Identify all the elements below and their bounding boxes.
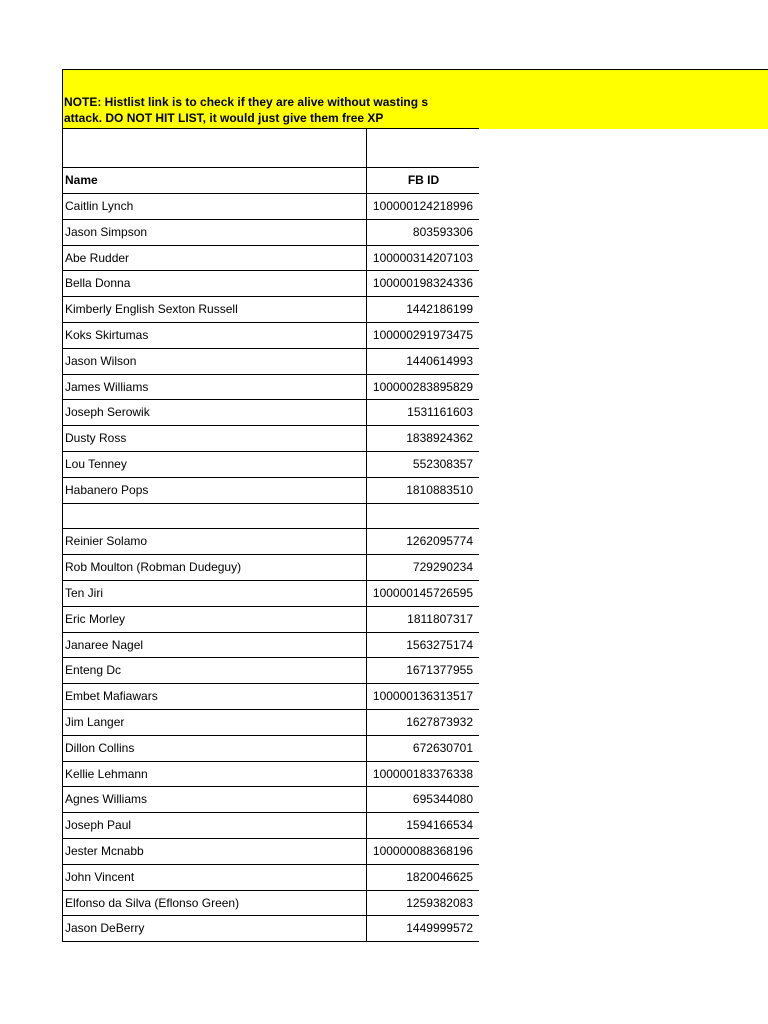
fbid-cell[interactable]: 1811807317 [366, 607, 479, 632]
table-row [62, 890, 479, 916]
fbid-cell[interactable]: 100000314207103 [366, 246, 479, 271]
fbid-cell[interactable]: 100000124218996 [366, 194, 479, 219]
fbid-cell[interactable]: 100000283895829 [366, 375, 479, 400]
table-row [62, 786, 479, 812]
fbid-cell[interactable]: 1531161603 [366, 400, 479, 425]
header-row [62, 167, 479, 193]
table-row [62, 296, 479, 322]
name-cell[interactable]: Ten Jiri [62, 581, 366, 606]
fbid-cell[interactable]: 100000088368196 [366, 839, 479, 864]
name-cell[interactable]: Bella Donna [62, 271, 366, 296]
fbid-cell[interactable]: 729290234 [366, 555, 479, 580]
table-row [62, 838, 479, 864]
name-cell[interactable]: John Vincent [62, 865, 366, 890]
table-row [62, 425, 479, 451]
fbid-cell[interactable]: 1671377955 [366, 658, 479, 683]
table-row [62, 503, 479, 529]
table-row [62, 322, 479, 348]
table-row [62, 915, 479, 941]
table-row [62, 451, 479, 477]
fbid-cell[interactable]: 100000145726595 [366, 581, 479, 606]
blank-cell[interactable] [62, 129, 366, 168]
fbid-cell[interactable]: 552308357 [366, 452, 479, 477]
name-cell[interactable]: Koks Skirtumas [62, 323, 366, 348]
name-cell[interactable]: Jim Langer [62, 710, 366, 735]
table-row [62, 657, 479, 683]
name-cell[interactable]: Lou Tenney [62, 452, 366, 477]
name-cell[interactable]: Caitlin Lynch [62, 194, 366, 219]
name-cell[interactable]: Jason Simpson [62, 220, 366, 245]
table-row [62, 632, 479, 658]
table-row [62, 864, 479, 890]
name-cell[interactable]: Kimberly English Sexton Russell [62, 297, 366, 322]
table-row [62, 812, 479, 838]
table-row [62, 580, 479, 606]
fbid-cell[interactable]: 100000136313517 [366, 684, 479, 709]
name-cell[interactable]: Jason DeBerry [62, 916, 366, 941]
name-cell[interactable]: Enteng Dc [62, 658, 366, 683]
fbid-cell[interactable]: 1810883510 [366, 478, 479, 503]
fbid-cell[interactable]: 1449999572 [366, 916, 479, 941]
table-row [62, 528, 479, 554]
fbid-cell[interactable]: 803593306 [366, 220, 479, 245]
fbid-cell[interactable]: 100000183376338 [366, 762, 479, 787]
table-bottom-border [62, 941, 479, 942]
table-row [62, 193, 479, 219]
name-cell[interactable]: Dusty Ross [62, 426, 366, 451]
name-cell[interactable]: Kellie Lehmann [62, 762, 366, 787]
spreadsheet-table [62, 128, 479, 942]
table-row [62, 245, 479, 271]
fbid-cell[interactable]: 1259382083 [366, 891, 479, 916]
fbid-cell[interactable]: 1594166534 [366, 813, 479, 838]
blank-cell[interactable] [366, 129, 479, 168]
blank-row [62, 128, 479, 168]
name-cell[interactable]: Habanero Pops [62, 478, 366, 503]
fbid-cell[interactable]: 1440614993 [366, 349, 479, 374]
header-fbid-cell[interactable]: FB ID [366, 168, 479, 193]
name-cell[interactable]: Agnes Williams [62, 787, 366, 812]
name-cell[interactable]: Jason Wilson [62, 349, 366, 374]
fbid-cell[interactable]: 100000198324336 [366, 271, 479, 296]
name-cell[interactable]: Embet Mafiawars [62, 684, 366, 709]
fbid-cell[interactable]: 100000291973475 [366, 323, 479, 348]
table-row [62, 374, 479, 400]
table-row [62, 606, 479, 632]
name-cell[interactable]: Eric Morley [62, 607, 366, 632]
fbid-cell[interactable]: 1563275174 [366, 633, 479, 658]
name-cell[interactable]: Reinier Solamo [62, 529, 366, 554]
name-cell[interactable]: Dillon Collins [62, 736, 366, 761]
fbid-cell[interactable]: 1262095774 [366, 529, 479, 554]
note-line-1: NOTE: Histlist link is to check if they are alive without wasting s [64, 95, 429, 109]
table-row [62, 348, 479, 374]
table-row [62, 709, 479, 735]
name-cell[interactable]: Abe Rudder [62, 246, 366, 271]
table-row [62, 477, 479, 503]
fbid-cell[interactable]: 1820046625 [366, 865, 479, 890]
fbid-cell[interactable] [366, 504, 479, 529]
table-row [62, 399, 479, 425]
name-cell[interactable]: Joseph Paul [62, 813, 366, 838]
fbid-cell[interactable]: 672630701 [366, 736, 479, 761]
name-cell[interactable]: James Williams [62, 375, 366, 400]
table-row [62, 683, 479, 709]
header-name-cell[interactable]: Name [62, 168, 366, 193]
note-text [64, 94, 476, 128]
name-cell[interactable]: Rob Moulton (Robman Dudeguy) [62, 555, 366, 580]
table-row [62, 219, 479, 245]
table-row [62, 735, 479, 761]
fbid-cell[interactable]: 1627873932 [366, 710, 479, 735]
table-row [62, 761, 479, 787]
fbid-cell[interactable]: 695344080 [366, 787, 479, 812]
fbid-cell[interactable]: 1838924362 [366, 426, 479, 451]
name-cell[interactable]: Jester Mcnabb [62, 839, 366, 864]
table-row [62, 270, 479, 296]
fbid-cell[interactable]: 1442186199 [366, 297, 479, 322]
name-cell[interactable]: Janaree Nagel [62, 633, 366, 658]
table-row [62, 554, 479, 580]
note-line-2: attack. DO NOT HIT LIST, it would just give them free XP [64, 111, 384, 125]
name-cell[interactable]: Elfonso da Silva (Eflonso Green) [62, 891, 366, 916]
name-cell[interactable] [62, 504, 366, 529]
name-cell[interactable]: Joseph Serowik [62, 400, 366, 425]
